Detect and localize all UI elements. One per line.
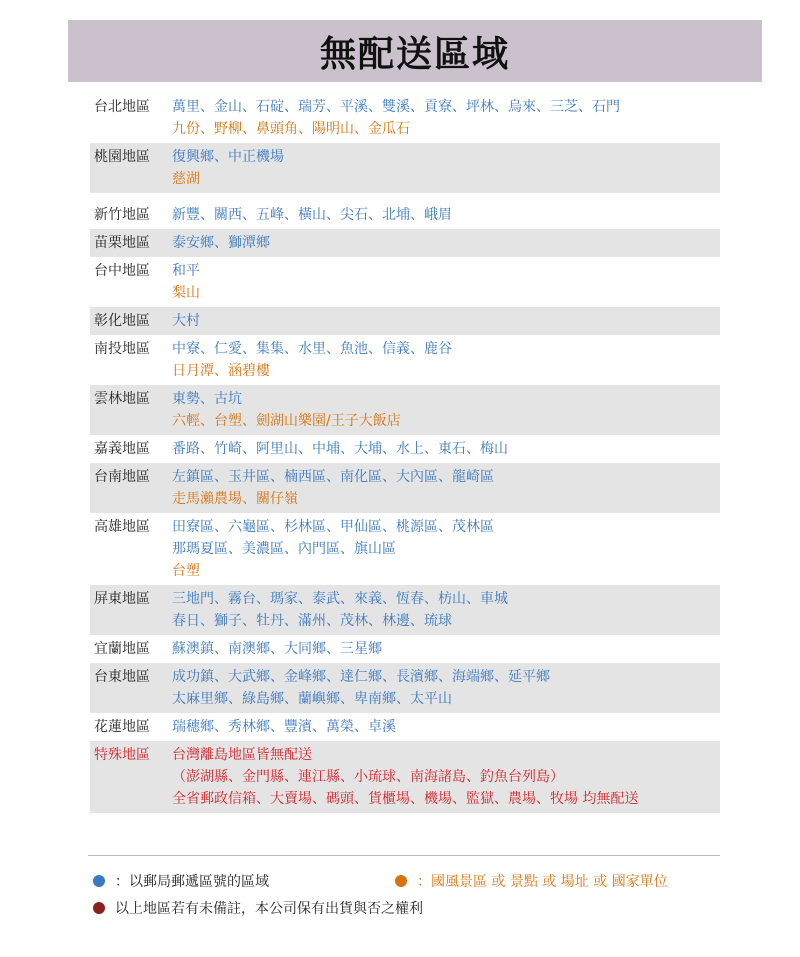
region-label: 高雄地區	[94, 519, 150, 535]
region-areas	[172, 310, 720, 332]
region-areas	[172, 588, 720, 632]
region-label: 台南地區	[94, 469, 150, 485]
divider	[88, 855, 720, 856]
region-areas	[172, 466, 720, 510]
region-row	[90, 713, 720, 741]
area-line: 東勢、古坑	[172, 391, 242, 407]
area-line: 走馬瀨農場、關仔嶺	[172, 491, 298, 507]
region-label: 屏東地區	[94, 591, 150, 607]
region-areas	[172, 204, 720, 226]
area-line: 左鎮區、玉井區、楠西區、南化區、大內區、龍崎區	[172, 469, 494, 485]
region-label: 彰化地區	[94, 313, 150, 329]
region-areas	[172, 744, 720, 810]
region-row	[90, 201, 720, 229]
region-row	[90, 663, 720, 713]
region-label: 宜蘭地區	[94, 641, 150, 657]
area-line: 復興鄉、中正機場	[172, 149, 284, 165]
region-table	[90, 93, 720, 813]
area-line: 梨山	[172, 285, 200, 301]
area-line: 大村	[172, 313, 200, 329]
orange-dot-icon	[395, 875, 407, 887]
region-row	[90, 463, 720, 513]
area-line: 瑞穗鄉、秀林鄉、豐濱、萬榮、卓溪	[172, 719, 396, 735]
region-label: 特殊地區	[94, 747, 150, 763]
area-line: 那瑪夏區、美濃區、內門區、旗山區	[172, 541, 396, 557]
region-areas	[172, 516, 720, 582]
legend-dark-red-text: 以上地區若有未備註，本公司保有出貨與否之權利	[115, 901, 423, 917]
blue-dot-icon	[93, 875, 105, 887]
area-line: 太麻里鄉、綠島鄉、蘭嶼鄉、卑南鄉、太平山	[172, 691, 452, 707]
area-line: 台塑	[172, 563, 200, 579]
region-label: 嘉義地區	[94, 441, 150, 457]
region-areas	[172, 388, 720, 432]
region-label: 新竹地區	[94, 207, 150, 223]
area-line: 日月潭、涵碧樓	[172, 363, 270, 379]
legend-orange-text: ：國風景區 或 景點 或 場址 或 國家單位	[417, 874, 668, 890]
page-title: 無配送區域	[319, 33, 510, 75]
region-areas	[172, 716, 720, 738]
region-row	[90, 435, 720, 463]
title-banner	[68, 20, 762, 82]
region-areas	[172, 146, 720, 190]
legend-blue	[93, 871, 269, 891]
area-line: 田寮區、六龜區、杉林區、甲仙區、桃源區、茂林區	[172, 519, 494, 535]
region-row	[90, 513, 720, 585]
region-areas	[172, 232, 720, 254]
region-label: 苗栗地區	[94, 235, 150, 251]
region-row	[90, 257, 720, 307]
area-line: （澎湖縣、金門縣、連江縣、小琉球、南海諸島、釣魚台列島）	[172, 769, 564, 785]
area-line: 慈湖	[172, 171, 200, 187]
area-line: 泰安鄉、獅潭鄉	[172, 235, 270, 251]
area-line: 全省郵政信箱、大賣場、碼頭、貨櫃場、機場、監獄、農場、牧場 均無配送	[172, 791, 639, 807]
area-line: 番路、竹崎、阿里山、中埔、大埔、水上、東石、梅山	[172, 441, 508, 457]
region-row	[90, 307, 720, 335]
region-label: 台東地區	[94, 669, 150, 685]
region-label: 台中地區	[94, 263, 150, 279]
region-row	[90, 335, 720, 385]
region-row	[90, 585, 720, 635]
area-line: 春日、獅子、牡丹、滿州、茂林、林邊、琉球	[172, 613, 452, 629]
legend-blue-text: ：以郵局郵遞區號的區域	[115, 874, 269, 890]
legend-dark-red	[93, 898, 423, 918]
region-row	[90, 385, 720, 435]
area-line: 新豐、關西、五峰、橫山、尖石、北埔、峨眉	[172, 207, 452, 223]
region-row	[90, 229, 720, 257]
area-line: 中寮、仁愛、集集、水里、魚池、信義、鹿谷	[172, 341, 452, 357]
region-areas	[172, 96, 720, 140]
area-line: 蘇澳鎮、南澳鄉、大同鄉、三星鄉	[172, 641, 382, 657]
area-line: 三地門、霧台、瑪家、泰武、來義、恆春、枋山、車城	[172, 591, 508, 607]
region-label: 花蓮地區	[94, 719, 150, 735]
region-areas	[172, 338, 720, 382]
region-label: 南投地區	[94, 341, 150, 357]
region-label: 台北地區	[94, 99, 150, 115]
region-row	[90, 635, 720, 663]
region-areas	[172, 260, 720, 304]
dark-red-dot-icon	[93, 902, 105, 914]
area-line: 萬里、金山、石碇、瑞芳、平溪、雙溪、貢寮、坪林、烏來、三芝、石門	[172, 99, 620, 115]
region-label: 雲林地區	[94, 391, 150, 407]
area-line: 成功鎮、大武鄉、金峰鄉、達仁鄉、長濱鄉、海端鄉、延平鄉	[172, 669, 550, 685]
region-row	[90, 143, 720, 193]
region-row	[90, 93, 720, 143]
region-row	[90, 741, 720, 813]
region-areas	[172, 438, 720, 460]
region-label: 桃園地區	[94, 149, 150, 165]
area-line: 和平	[172, 263, 200, 279]
area-line: 九份、野柳、鼻頭角、陽明山、金瓜石	[172, 121, 410, 137]
legend-orange	[395, 871, 668, 891]
region-areas	[172, 666, 720, 710]
area-line: 台灣離島地區皆無配送	[172, 747, 312, 763]
spacer	[90, 193, 720, 201]
region-areas	[172, 638, 720, 660]
area-line: 六輕、台塑、劍湖山樂園/王子大飯店	[172, 413, 401, 429]
